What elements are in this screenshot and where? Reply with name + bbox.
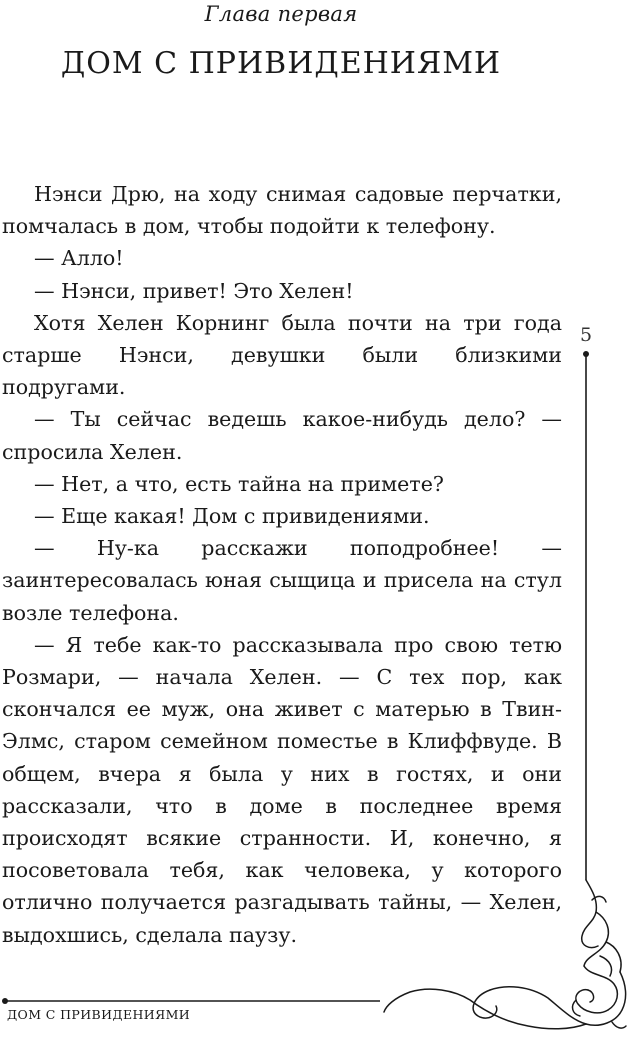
- paragraph: — Алло!: [34, 246, 124, 271]
- paragraph: Хотя Хелен Корнинг была почти на три года старше Нэнси, девушки были близкими подругами.: [2, 310, 562, 400]
- chapter-title: ДОМ С ПРИВИДЕНИЯМИ: [60, 46, 502, 81]
- bottom-rule: [2, 998, 380, 1004]
- flourish-icon: [384, 880, 626, 1029]
- side-rule: [583, 351, 589, 880]
- paragraph: Нэнси Дрю, на ходу снимая садовые перчатки, помчалась в дом, чтобы подойти к телефону.: [2, 182, 562, 239]
- chapter-label: Глава первая: [204, 2, 358, 26]
- paragraph: — Нет, а что, есть тайна на примете?: [34, 471, 444, 496]
- paragraph: — Нэнси, привет! Это Хелен!: [34, 278, 354, 303]
- paragraph: — Ты сейчас ведешь какое-нибудь дело? — спросила Хелен.: [2, 407, 562, 464]
- paragraph: — Я тебе как-то рассказывала про свою тетю Розмари, — начала Хелен. — С тех пор, как скончался ее муж, она живет с матерью в Твин-Элмс, старом семейном поместье в Клиффвуде. В общем, вчера я была у них в гостях, и они рассказали, что в доме в последнее время происходят всякие странности. И, конечно, я посоветовала тебя, как человека, у которого отлично получается разгадывать тайны, — Хелен, выдохшись, сделала паузу.: [2, 632, 562, 947]
- running-footer-title: ДОМ С ПРИВИДЕНИЯМИ: [7, 1007, 191, 1022]
- paragraph: — Ну-ка расскажи поподробнее! — заинтересовалась юная сыщица и присела на стул возле телефона.: [2, 536, 562, 625]
- paragraph: — Еще какая! Дом с привидениями.: [34, 504, 430, 529]
- page-number: 5: [579, 324, 593, 346]
